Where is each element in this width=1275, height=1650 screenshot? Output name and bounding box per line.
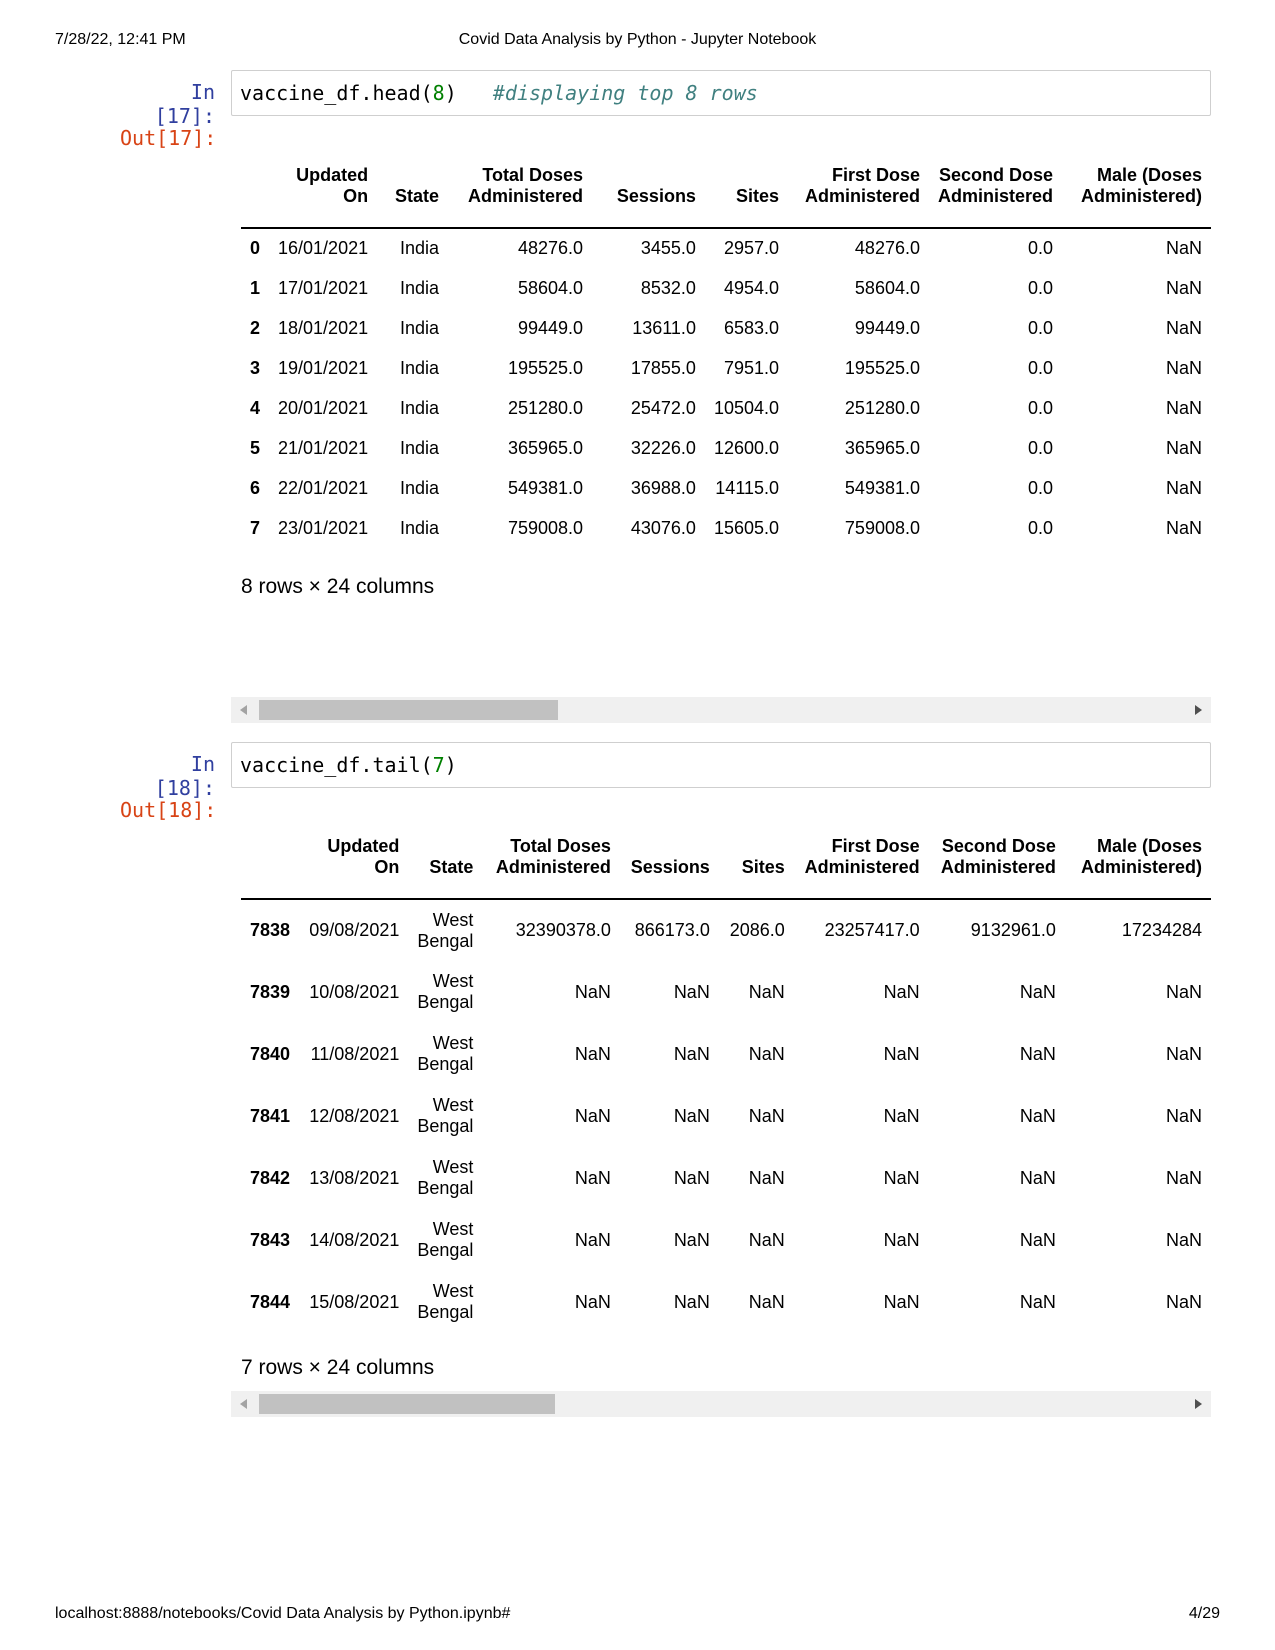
row-index: 3 [250,357,261,378]
row-index: 7838 [250,920,291,940]
table-cell: NaN [1165,238,1202,258]
table-row [241,308,1211,348]
table-cell: 58604.0 [517,277,584,298]
scroll-right-icon[interactable] [1195,1399,1202,1409]
table-cell: 0.0 [1027,397,1054,418]
table-cell: NaN [673,1043,710,1064]
table-cell: 20/01/2021 [278,397,369,418]
print-footer [55,1605,1220,1627]
dataframe-table [241,150,1211,548]
dataframe-output [241,821,1211,1331]
table-cell: NaN [1019,981,1056,1002]
code-comment: #displaying top 8 rows [492,81,758,105]
table-cell: 99449.0 [517,317,584,338]
table-cell: NaN [673,1229,710,1250]
table-cell: 15605.0 [713,517,780,538]
table-cell: NaN [883,1105,920,1126]
index-header [241,821,299,899]
table-cell: NaN [673,981,710,1002]
table-cell: 3455.0 [640,238,696,258]
table-row [241,1147,1211,1209]
table-row [241,1209,1211,1271]
table-cell: NaN [574,1167,611,1188]
code-number: 8 [432,81,445,105]
column-header: Total Doses Administered [495,836,611,877]
table-cell: 195525.0 [844,357,920,378]
table-row [241,1023,1211,1085]
table-cell: 19/01/2021 [278,357,369,378]
table-cell: NaN [1165,437,1202,458]
column-header: Male (Doses Administered) [1080,165,1202,206]
table-cell: 32226.0 [630,437,696,458]
table-cell: West Bengal [417,1157,474,1198]
table-row [241,468,1211,508]
table-cell: 23257417.0 [824,920,920,940]
table-cell: 99449.0 [854,317,920,338]
print-header [55,31,1220,53]
code-text: ) [444,81,493,105]
table-cell: NaN [748,1105,785,1126]
table-cell: 0.0 [1027,277,1054,298]
table-row [241,899,1211,961]
table-cell: 17/01/2021 [278,277,369,298]
dataframe-shape: 8 rows × 24 columns [241,575,435,598]
table-cell: NaN [574,1043,611,1064]
table-cell: 10/08/2021 [309,981,400,1002]
row-index: 0 [250,238,261,258]
table-cell: 12/08/2021 [309,1105,400,1126]
print-datetime: 7/28/22, 12:41 PM [55,31,186,48]
table-cell: NaN [1165,1105,1202,1126]
table-row [241,348,1211,388]
table-cell: 0.0 [1027,477,1054,498]
table-cell: NaN [1165,277,1202,298]
table-cell: 10504.0 [713,397,780,418]
table-cell: 0.0 [1027,357,1054,378]
table-cell: NaN [1019,1229,1056,1250]
table-row [241,428,1211,468]
table-row [241,388,1211,428]
table-cell: 48276.0 [854,238,920,258]
column-header: Sessions [630,857,710,877]
table-cell: West Bengal [417,1219,474,1260]
table-row [241,228,1211,268]
table-cell: 21/01/2021 [278,437,369,458]
table-cell: 8532.0 [640,277,696,298]
table-cell: 58604.0 [854,277,920,298]
print-page-number: 4/29 [1188,1605,1220,1622]
dataframe-shape: 7 rows × 24 columns [241,1356,435,1379]
scroll-left-icon[interactable] [240,705,247,715]
table-cell: 0.0 [1027,437,1054,458]
table-cell: NaN [748,1291,785,1312]
table-cell: NaN [1165,1291,1202,1312]
column-header: Second Dose Administered [938,165,1054,206]
table-cell: 2957.0 [723,238,780,258]
table-cell: NaN [883,1043,920,1064]
table-header-row [241,150,1211,228]
table-cell: 09/08/2021 [309,920,400,940]
table-cell: 12600.0 [713,437,780,458]
table-cell: 11/08/2021 [310,1043,400,1064]
table-cell: NaN [883,981,920,1002]
scroll-left-icon[interactable] [240,1399,247,1409]
table-cell: India [400,477,440,498]
scrollbar-thumb[interactable] [259,700,558,720]
table-cell: West Bengal [417,1033,474,1074]
column-header: Sessions [616,186,696,206]
table-cell: NaN [748,1167,785,1188]
scroll-right-icon[interactable] [1195,705,1202,715]
column-header: Updated On [296,165,369,206]
column-header: First Dose Administered [804,165,920,206]
table-cell: 251280.0 [507,397,584,418]
table-cell: NaN [1165,317,1202,338]
row-index: 2 [250,317,261,338]
code-text: vaccine_df.head( [240,81,433,105]
table-cell: 195525.0 [507,357,584,378]
column-header: Sites [741,857,785,877]
table-cell: India [400,238,440,258]
row-index: 7842 [250,1167,291,1188]
table-cell: 6583.0 [723,317,780,338]
table-cell: 759008.0 [507,517,584,538]
table-cell: 549381.0 [844,477,920,498]
table-cell: 13/08/2021 [309,1167,400,1188]
table-cell: NaN [1165,1167,1202,1188]
table-row [241,1085,1211,1147]
code-cell-input[interactable] [231,70,1211,116]
table-row [241,961,1211,1023]
row-index: 7840 [250,1043,291,1064]
table-cell: NaN [1165,477,1202,498]
code-text: ) [444,753,457,777]
table-cell: NaN [1165,357,1202,378]
table-row [241,268,1211,308]
column-header: First Dose Administered [804,836,920,877]
table-cell: 13611.0 [632,317,696,338]
table-cell: 0.0 [1027,238,1054,258]
column-header: Updated On [327,836,400,877]
dataframe-table [241,821,1211,1331]
table-cell: NaN [1165,981,1202,1002]
table-cell: NaN [883,1229,920,1250]
code-cell-input[interactable] [231,742,1211,788]
table-cell: 365965.0 [507,437,584,458]
table-cell: 2086.0 [729,920,785,940]
row-index: 7841 [250,1105,291,1126]
row-index: 7839 [250,981,291,1002]
row-index: 4 [250,397,261,418]
table-cell: NaN [673,1167,710,1188]
table-cell: 7951.0 [723,357,780,378]
table-cell: 365965.0 [844,437,920,458]
table-cell: West Bengal [417,1095,474,1136]
table-cell: NaN [1019,1291,1056,1312]
table-cell: NaN [883,1291,920,1312]
row-index: 1 [250,277,261,298]
print-url: localhost:8888/notebooks/Covid Data Analysis by Python.ipynb# [55,1605,511,1622]
code-number: 7 [432,753,445,777]
table-cell: India [400,277,440,298]
table-cell: 48276.0 [517,238,584,258]
table-cell: West Bengal [417,971,474,1012]
table-cell: West Bengal [417,1281,474,1322]
table-cell: NaN [673,1105,710,1126]
table-cell: 759008.0 [844,517,920,538]
table-cell: NaN [1165,1229,1202,1250]
table-cell: 17234284 [1121,920,1202,940]
table-cell: NaN [748,1043,785,1064]
print-title: Covid Data Analysis by Python - Jupyter Notebook [458,31,817,48]
row-index: 7844 [250,1291,291,1312]
table-cell: NaN [748,981,785,1002]
column-header: Sites [736,186,780,206]
scrollbar-thumb[interactable] [259,1394,555,1414]
column-header: Male (Doses Administered) [1080,836,1202,877]
column-header: State [429,857,474,877]
table-cell: 14115.0 [715,477,780,498]
table-cell: West Bengal [417,909,474,951]
row-index: 5 [250,437,261,458]
table-cell: NaN [574,1105,611,1126]
table-cell: NaN [574,981,611,1002]
table-row [241,508,1211,548]
table-cell: NaN [1165,517,1202,538]
column-header: Total Doses Administered [467,165,584,206]
table-row [241,1271,1211,1331]
table-cell: NaN [748,1229,785,1250]
horizontal-scrollbar[interactable] [231,697,1211,723]
table-cell: 549381.0 [507,477,584,498]
table-cell: NaN [673,1291,710,1312]
table-cell: 23/01/2021 [278,517,369,538]
table-cell: 25472.0 [630,397,696,418]
input-prompt: In [17]: [154,80,215,128]
dataframe-output [241,150,1211,548]
table-cell: 4954.0 [723,277,780,298]
table-cell: India [400,437,440,458]
table-cell: 17855.0 [630,357,696,378]
table-cell: India [400,517,440,538]
table-cell: 43076.0 [630,517,696,538]
column-header: Second Dose Administered [940,836,1056,877]
code-text: vaccine_df.tail( [240,753,433,777]
table-header-row [241,821,1211,899]
table-cell: NaN [1019,1167,1056,1188]
table-cell: India [400,357,440,378]
table-cell: 0.0 [1027,317,1054,338]
output-prompt: Out[17]: [120,126,217,150]
table-cell: NaN [883,1167,920,1188]
table-cell: 22/01/2021 [278,477,369,498]
index-header [241,150,269,228]
output-prompt: Out[18]: [120,798,217,822]
table-cell: 32390378.0 [515,920,611,940]
row-index: 6 [250,477,261,498]
table-cell: 14/08/2021 [309,1229,400,1250]
table-cell: NaN [1165,397,1202,418]
table-cell: NaN [1019,1043,1056,1064]
table-cell: 18/01/2021 [278,317,369,338]
table-cell: 9132961.0 [970,920,1056,940]
table-cell: 16/01/2021 [278,238,369,258]
table-cell: NaN [1165,1043,1202,1064]
table-cell: NaN [1019,1105,1056,1126]
table-cell: NaN [574,1229,611,1250]
row-index: 7 [250,517,261,538]
table-cell: India [400,317,440,338]
row-index: 7843 [250,1229,291,1250]
table-cell: 866173.0 [634,920,710,940]
table-cell: 15/08/2021 [309,1291,400,1312]
input-prompt: In [18]: [154,752,215,800]
table-cell: 0.0 [1027,517,1054,538]
horizontal-scrollbar[interactable] [231,1391,1211,1417]
table-cell: India [400,397,440,418]
table-cell: 36988.0 [630,477,696,498]
column-header: State [395,186,440,206]
table-cell: 251280.0 [844,397,920,418]
table-cell: NaN [574,1291,611,1312]
